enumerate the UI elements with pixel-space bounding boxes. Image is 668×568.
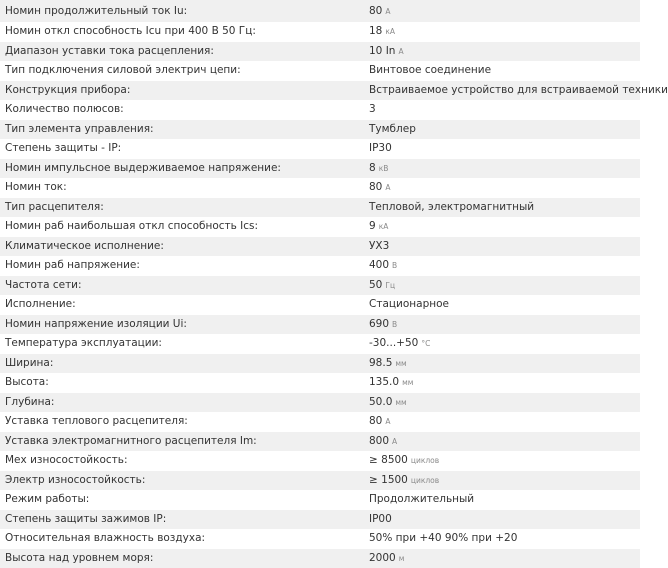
spec-unit: Гц [385,280,396,290]
spec-row [0,432,640,452]
spec-row [0,412,640,432]
spec-value-cell [369,22,637,42]
spec-name: Номин импульсное выдерживаемое напряжение: [5,161,281,174]
spec-row [0,451,640,471]
spec-unit: В [392,261,398,270]
spec-row [0,529,640,549]
spec-row [0,510,640,530]
spec-name: Тип подключения силовой электрич цепи: [5,64,241,76]
spec-row [0,393,640,413]
spec-row [0,334,640,354]
spec-unit: А [385,417,391,426]
spec-value: 18 [369,25,383,37]
spec-name: Климатическое исполнение: [5,239,164,252]
spec-name: Глубина: [5,395,55,408]
spec-name: Степень защиты - IP: [5,142,122,154]
spec-value-cell [369,315,637,335]
spec-name: Количество полюсов: [5,103,124,115]
spec-row [0,490,640,510]
spec-unit: мм [395,358,407,368]
spec-value: Тепловой, электромагнитный [369,200,535,213]
spec-value-cell [369,295,637,315]
spec-value: 80 [369,415,383,427]
spec-value-cell [369,237,637,257]
spec-row [0,237,640,257]
spec-value: 135.0 [369,376,400,388]
spec-row [0,159,640,179]
spec-value: 50% при +40 90% при +20 [369,532,518,544]
spec-value: Продолжительный [369,493,475,505]
spec-name: Высота: [5,376,49,388]
spec-value: 400 [369,259,390,271]
spec-value: 80 [369,5,383,17]
spec-value-cell [369,529,637,549]
spec-value: 50 [369,278,383,291]
spec-value-cell [369,471,637,491]
spec-value-cell [369,139,637,159]
spec-unit: кА [385,27,396,36]
spec-name: Номин продолжительный ток Iu: [5,5,188,17]
spec-value-cell [369,120,637,140]
spec-value-cell [369,217,637,237]
spec-name: Степень защиты зажимов IP: [5,512,167,525]
spec-value-cell [369,490,637,510]
spec-value: ≥ 1500 [369,473,408,486]
spec-value: 690 [369,317,390,330]
spec-row [0,22,640,42]
spec-row [0,120,640,140]
spec-value-cell [369,334,637,354]
spec-value: 800 [369,434,390,447]
spec-value: IP30 [369,142,392,154]
spec-value-cell [369,61,637,81]
spec-value: УХ3 [369,239,390,252]
spec-name: Тип элемента управления: [5,122,154,135]
spec-value: 9 [369,220,376,232]
spec-row [0,178,640,198]
spec-unit: циклов [410,456,440,465]
spec-name: Номин откл способность Icu при 400 В 50 Гц: [5,25,256,37]
spec-value: 98.5 [369,356,393,369]
spec-row [0,315,640,335]
spec-value: 3 [369,103,376,115]
spec-value: Винтовое соединение [369,64,492,76]
spec-row [0,100,640,120]
spec-unit: В [392,319,398,329]
spec-row [0,354,640,374]
spec-name: Номин напряжение изоляции Ui: [5,317,187,330]
spec-unit: °C [421,339,431,348]
spec-value-cell [369,373,637,393]
spec-value: 10 In [369,44,396,57]
spec-name: Высота над уровнем моря: [5,551,154,564]
spec-name: Температура эксплуатации: [5,337,162,349]
spec-row [0,81,668,101]
spec-name: Уставка теплового расцепителя: [5,415,188,427]
spec-name: Номин раб напряжение: [5,259,140,271]
spec-row [0,139,640,159]
spec-row [0,295,640,315]
spec-name: Номин раб наибольшая откл способность Ics: [5,220,259,232]
spec-name: Исполнение: [5,298,76,310]
spec-unit: кА [378,222,389,231]
spec-unit: мм [402,378,414,387]
spec-name: Уставка электромагнитного расцепителя Im: [5,434,257,447]
spec-name: Режим работы: [5,493,90,505]
spec-value-cell [369,198,637,218]
spec-row [0,217,640,237]
spec-name: Частота сети: [5,278,82,291]
spec-value-cell [369,276,637,296]
spec-name: Конструкция прибора: [5,83,131,96]
spec-value: Тумблер [369,122,416,135]
spec-row [0,42,640,62]
spec-value-cell [369,549,637,568]
spec-value-cell [369,81,668,101]
spec-name: Номин ток: [5,181,67,193]
spec-value: 80 [369,181,383,193]
spec-value: 2000 [369,551,396,564]
spec-row [0,373,640,393]
spec-value-cell [369,393,637,413]
spec-value-cell [369,412,637,432]
spec-value: ≥ 8500 [369,454,408,466]
spec-value: 50.0 [369,395,393,408]
spec-name: Относительная влажность воздуха: [5,532,206,544]
spec-value-cell [369,510,637,530]
spec-value: Стационарное [369,298,449,310]
spec-value-cell [369,432,637,452]
spec-name: Ширина: [5,356,54,369]
spec-value-cell [369,451,637,471]
spec-value-cell [369,159,637,179]
spec-name: Мех износостойкость: [5,454,128,466]
spec-row [0,61,640,81]
spec-value: IP00 [369,512,392,525]
spec-unit: мм [395,397,407,407]
spec-unit: кВ [378,163,389,173]
spec-row [0,198,640,218]
spec-value-cell [369,256,637,276]
spec-value: 8 [369,161,376,174]
spec-name: Электр износостойкость: [5,473,146,486]
spec-row [0,0,640,22]
spec-unit: циклов [410,475,440,485]
spec-unit: А [385,183,391,192]
spec-value-cell [369,100,637,120]
spec-row [0,549,640,568]
spec-value: -30...+50 [369,337,419,349]
spec-value-cell [369,178,637,198]
spec-row [0,471,640,491]
spec-value-cell [369,354,637,374]
spec-unit: м [398,553,405,563]
spec-row [0,276,640,296]
spec-unit: А [398,46,404,56]
spec-value-cell [369,0,637,23]
spec-unit: А [392,436,398,446]
spec-value-cell [369,42,637,62]
spec-value: Встраиваемое устройство для встраиваемой техники [369,83,668,96]
spec-row [0,256,640,276]
spec-name: Тип расцепителя: [5,200,104,213]
spec-unit: А [385,7,391,16]
spec-name: Диапазон уставки тока расцепления: [5,44,214,57]
